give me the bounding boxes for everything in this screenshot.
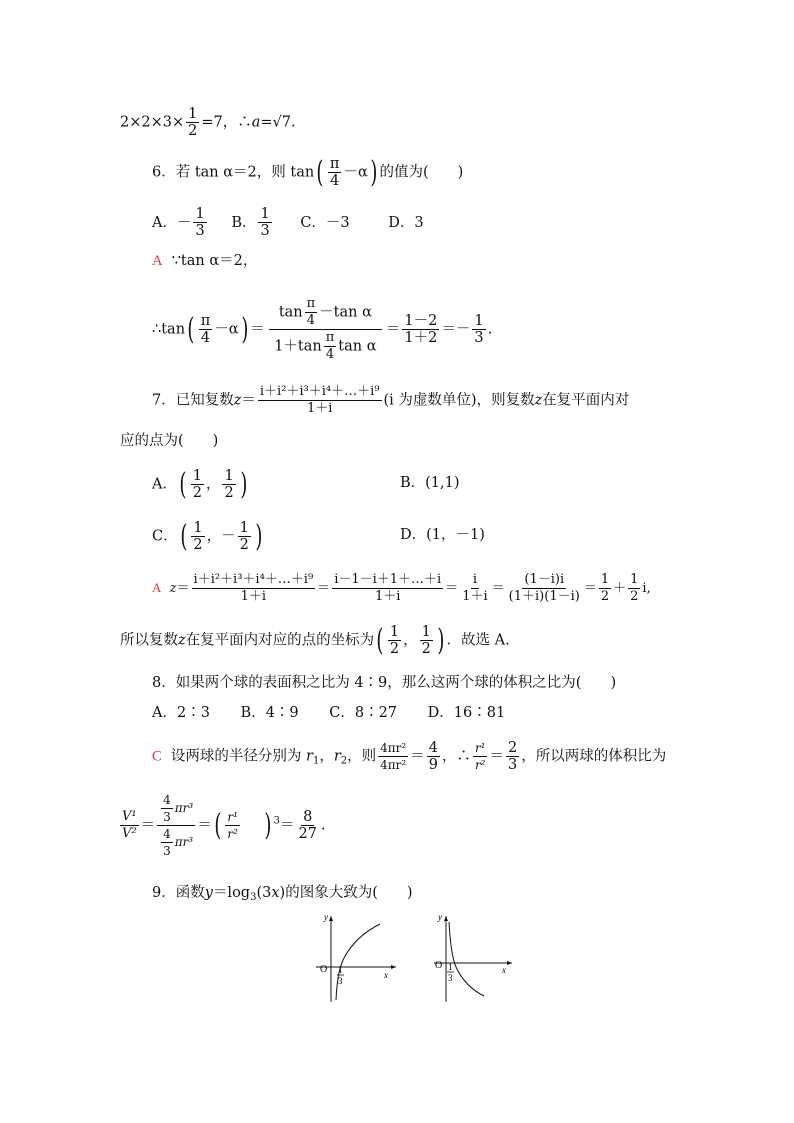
question-7-option-b: B．(1,1) — [400, 475, 460, 491]
x-axis-label: x — [384, 970, 388, 980]
question-7-option-c: C．( $\frac{1}{2}$ ，－ $\frac{1}{2}$ ) — [152, 518, 263, 554]
option-d: D．16∶81 — [427, 705, 506, 721]
question-6-solution-start: A ∵tan α＝2， — [152, 253, 258, 269]
answer-letter: C — [152, 748, 162, 765]
origin-label: O — [435, 960, 443, 971]
question-7-option-a: A．( $\frac{1}{2}$ ， $\frac{1}{2}$ ) — [152, 466, 248, 502]
y-axis-label: y — [438, 912, 442, 922]
option-d: D．3 — [388, 214, 424, 231]
tick-label-den: 3 — [338, 976, 343, 986]
option-b: B． $\frac{1}{3}$ — [231, 206, 270, 239]
tick-label-den: 3 — [448, 973, 453, 983]
question-8-solution: C 设两球的半径分别为 $r_1$，$r_2$，则 $\frac{\text{4πr²}}{\text{4πr²}}$ ＝ $\frac{4}{9}$ ，∴ $\frac{\text{r¹}}{\text{r²}}$ ＝ $\frac{2}{3}$ ，所以两球的体积比为 — [152, 740, 667, 773]
question-8-stem: 8．如果两个球的表面积之比为 4∶9，那么这两个球的体积之比为( ) — [152, 675, 617, 691]
graph-option-2 — [430, 910, 520, 1005]
question-7-stem-line2: 应的点为( ) — [120, 433, 219, 449]
solution-line-top: 2×2×3× $\frac{1}{2}$ =7，∴a=√7. — [120, 106, 296, 139]
origin-label: O — [320, 964, 328, 975]
option-a: A．－ $\frac{1}{3}$ — [152, 206, 205, 239]
text: 2×2×3× — [120, 114, 185, 131]
answer-letter: A — [152, 580, 162, 595]
fraction-half: $\frac{1}{2}$ — [188, 106, 198, 139]
question-6-solution-formula: ∴tan( $\frac{\pi}{4}$ －α) ＝ tan $\frac{\pi}{4}$ －tan α 1＋tan $\frac{\pi}{4}$ tan α ＝ $\frac{1-2}{1+2}$ ＝－ $\frac{1}{3}$ . — [152, 296, 493, 362]
question-9-stem: 9．函数$y=\log_3(3x)$的图象大致为( ) — [152, 885, 413, 903]
question-6-stem: 6．若 tan α＝2，则 tan( $\frac{\pi}{4}$ －α) 的值为( ) — [152, 154, 464, 190]
question-7-option-d: D．(1，－1) — [400, 527, 485, 543]
question-6-options — [152, 206, 424, 239]
tick-label-num: 1 — [448, 962, 453, 972]
answer-letter: A — [152, 253, 163, 269]
graph-option-1 — [312, 910, 402, 1005]
question-7-solution: A z＝ $\frac{\text{i＋i²＋i³＋i⁴＋…＋i⁹}}{1+i}$ ＝ $\frac{i-1-i+1+\dots+i}{1+i}$ ＝ $\frac{i}{1+i}$ ＝ $\frac{(1-i)i}{(1+i)(1-i)}$ ＝ $\frac{1}{2}$ ＋ $\frac{1}{2}$ i, — [152, 572, 651, 604]
question-7-conclusion: 所以复数z在复平面内对应的点的坐标为( $\frac{1}{2}$ ， $\frac{1}{2}$ ) ．故选 A. — [120, 622, 510, 658]
option-b: B．4∶9 — [240, 705, 299, 721]
tick-label-num: 1 — [338, 965, 343, 975]
y-axis-label: y — [324, 912, 328, 922]
question-8-volume-ratio: $\frac{\text{V¹}}{\text{V²}}$ ＝ $\frac{4}{3}$ πr³ $\frac{4}{3}$ πr³ ＝( $\frac{\text{r¹}}{\text{r²}}$ ) $^3$＝ $\frac{8}{27}$ . — [122, 793, 326, 858]
question-7-stem: 7．已知复数z＝ $\frac{\text{i＋i²＋i³＋i⁴＋…＋i⁹}}{1+i}$ (i 为虚数单位)，则复数z在复平面内对 — [152, 384, 630, 416]
option-c: C．8∶27 — [329, 705, 398, 721]
option-c: C．－3 — [300, 214, 350, 231]
x-axis-label: x — [502, 965, 506, 975]
question-8-options — [152, 704, 505, 722]
option-a: A．2∶3 — [152, 705, 210, 721]
